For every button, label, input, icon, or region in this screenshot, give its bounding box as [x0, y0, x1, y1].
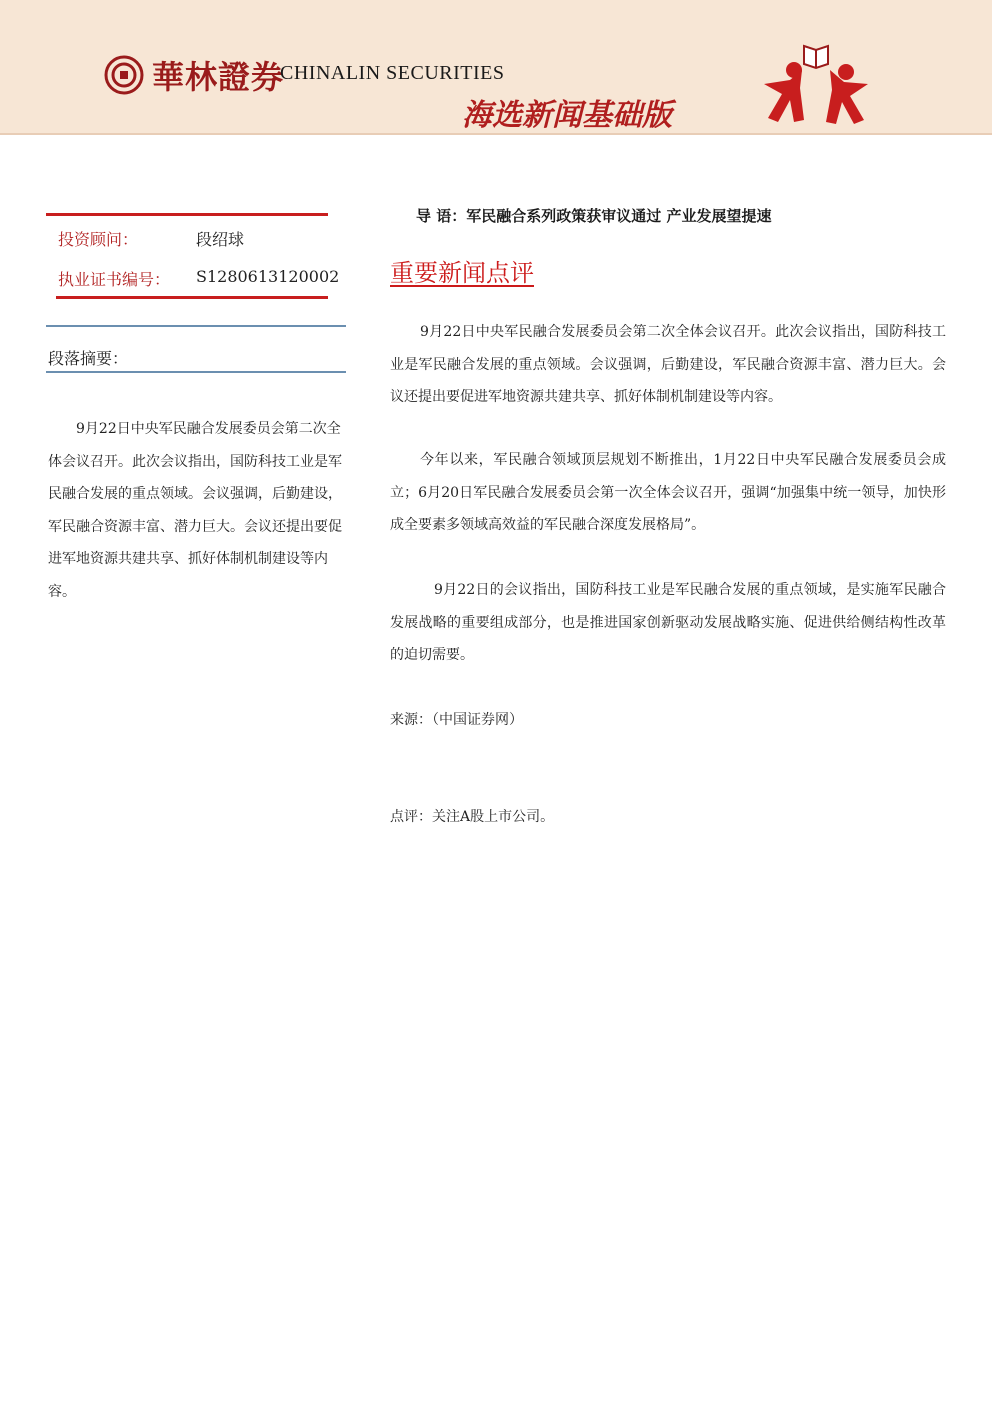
advisor-label: 投资顾问： [58, 230, 139, 249]
summary-top-rule [46, 325, 346, 327]
brand-name-cn: 華林證券 [152, 58, 285, 96]
reading-figures-icon [760, 40, 872, 126]
edition-title: 海选新闻基础版 [462, 98, 672, 133]
cert-number-value: S1280613120002 [196, 267, 340, 286]
source-line: 来源：（中国证券网） [390, 712, 523, 728]
advisor-bottom-rule [56, 296, 328, 299]
comment-line: 点评：关注A股上市公司。 [390, 809, 555, 825]
cert-number-label: 执业证书编号： [58, 270, 171, 289]
intro-headline: 导 语：军民融合系列政策获审议通过 产业发展望提速 [416, 207, 772, 225]
summary-heading: 段落摘要： [48, 349, 129, 368]
summary-bottom-rule [46, 371, 346, 373]
news-paragraph: 9月22日的会议指出，国防科技工业是军民融合发展的重点领域，是实施军民融合发展战略的重要组成部分，也是推进国家创新驱动发展战略实施、促进供给侧结构性改革的迫切需要。 [390, 582, 946, 663]
section-title: 重要新闻点评 [390, 259, 534, 287]
news-paragraph: 今年以来，军民融合领域顶层规划不断推出，1月22日中央军民融合发展委员会成立；6月20日军民融合发展委员会第一次全体会议召开，强调“加强集中统一领导，加快形成全要素多领域高效益的军民融合深度发展格局”。 [390, 452, 946, 533]
news-paragraph: 9月22日中央军民融合发展委员会第二次全体会议召开。此次会议指出，国防科技工业是军民融合发展的重点领域。会议强调，后勤建设，军民融合资源丰富、潜力巨大。会议还提出要促进军地资源共建共享、抓好体制机制建设等内容。 [390, 324, 946, 405]
chinalin-logo-icon [104, 55, 144, 95]
advisor-name: 段绍球 [196, 230, 245, 249]
brand-name-en: CHINALIN SECURITIES [280, 62, 505, 84]
summary-body: 9月22日中央军民融合发展委员会第二次全体会议召开。此次会议指出，国防科技工业是军民融合发展的重点领域。会议强调，后勤建设，军民融合资源丰富、潜力巨大。会议还提出要促进军地资源共建共享、抓好体制机制建设等内容。 [48, 421, 342, 600]
advisor-top-rule [46, 213, 328, 216]
